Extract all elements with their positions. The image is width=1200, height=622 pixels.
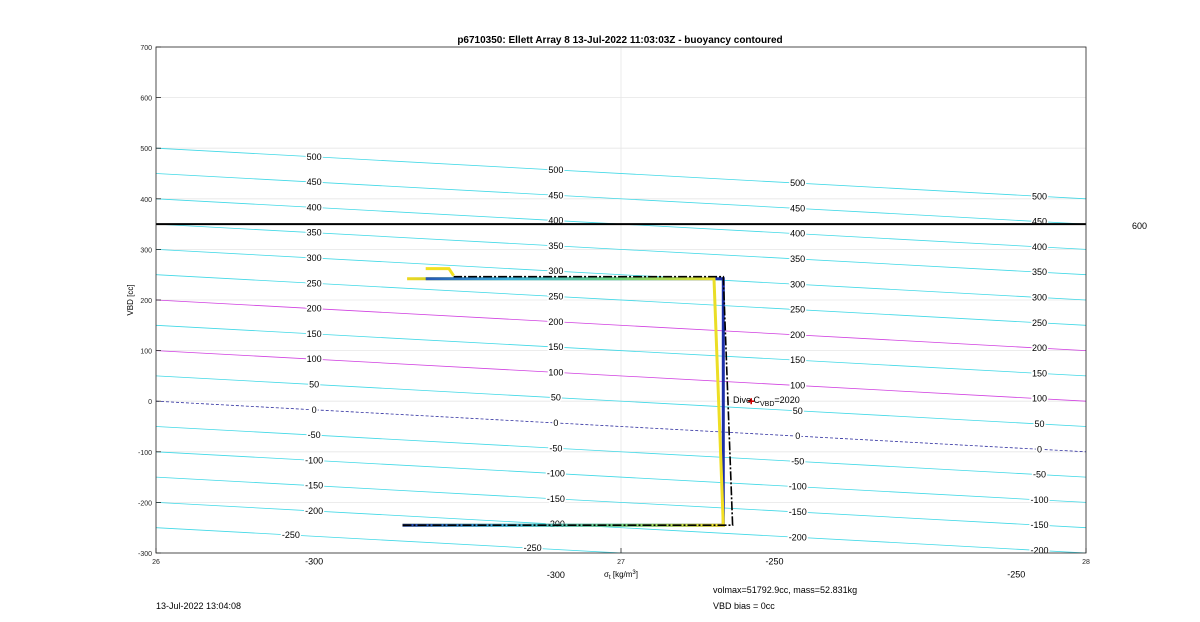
- contour-label: 0: [311, 404, 317, 415]
- y-tick-label: -200: [137, 500, 152, 508]
- contour-label: 100: [548, 367, 564, 378]
- y-tick-label: -100: [137, 449, 152, 457]
- contour-label: -200: [546, 519, 565, 530]
- contour-label: 150: [790, 355, 806, 366]
- y-tick-label: 500: [140, 146, 152, 154]
- contour-label: -200: [788, 532, 807, 543]
- contour-label: 200: [306, 303, 322, 314]
- contour-label: -200: [305, 506, 324, 517]
- x-tick-label: 27: [617, 559, 625, 566]
- contour-label: -250: [765, 556, 784, 567]
- contour-label: 200: [790, 329, 806, 340]
- contour-label: -50: [1032, 469, 1047, 480]
- contour-label: 250: [790, 304, 806, 315]
- profile-tail: [426, 269, 454, 276]
- plot-timestamp: 13-Jul-2022 13:04:08: [156, 601, 242, 611]
- chart-title: p6710350: Ellett Array 8 13-Jul-2022 11:03:03Z - buoyancy contoured: [457, 35, 783, 46]
- contour-label: -250: [1007, 569, 1026, 580]
- x-tick-label: 26: [152, 559, 160, 566]
- y-tick-label: 300: [140, 247, 152, 255]
- contour-label: 450: [1031, 216, 1048, 227]
- contour-label: 250: [548, 291, 564, 302]
- contour-label: 50: [550, 392, 561, 403]
- contour-label: 400: [1031, 241, 1048, 252]
- contour-label: 350: [790, 254, 806, 265]
- x-tick-label: 28: [1082, 559, 1090, 566]
- y-tick-label: 700: [140, 45, 152, 52]
- contour-label: -100: [1030, 494, 1049, 505]
- vbd-bias-note: VBD bias = 0cc: [713, 601, 775, 611]
- contour-label: -300: [305, 556, 324, 567]
- contour-label: -50: [791, 456, 805, 467]
- contour-label: 300: [790, 279, 806, 290]
- contour-label: 400: [790, 228, 806, 239]
- contour-label: 500: [306, 151, 322, 162]
- x-axis-label-sigma: σ: [604, 570, 609, 579]
- contour-label: -250: [281, 530, 300, 541]
- y-tick-label: 100: [140, 348, 152, 356]
- contour-label: 250: [1031, 317, 1048, 328]
- dive-cvbd-label-sub: VBD: [760, 401, 775, 408]
- contour-label: 350: [306, 227, 322, 238]
- contour-label: 150: [548, 342, 564, 353]
- contour-label: 150: [306, 328, 322, 339]
- contour-label: 0: [795, 431, 801, 442]
- contour-label: 450: [548, 190, 564, 201]
- contour-label: -50: [307, 430, 321, 441]
- contour-label: 100: [306, 354, 322, 365]
- contour-label: 500: [790, 178, 806, 189]
- contour-label: 300: [1031, 292, 1048, 303]
- contour-label: -200: [1030, 545, 1049, 556]
- contour-label: 200: [548, 316, 564, 327]
- x-axis-label-sub: t: [608, 575, 611, 581]
- contour-label: -150: [305, 480, 324, 491]
- contour-label: 150: [1031, 368, 1048, 379]
- x-axis-label-unit: [kg/m: [610, 570, 633, 579]
- dive-cvbd-label-main: Dive C: [733, 395, 761, 405]
- y-tick-label: -300: [137, 551, 152, 558]
- contour-label: -100: [546, 468, 565, 479]
- contour-label: 0: [1036, 444, 1043, 455]
- contour-label: 500: [548, 164, 564, 175]
- contour-label: -150: [546, 493, 565, 504]
- contour-label: 450: [306, 177, 322, 188]
- contour-label: 400: [548, 215, 564, 226]
- contour-label: -150: [788, 507, 807, 518]
- contour-label: 350: [1031, 267, 1048, 278]
- contour-label: 300: [548, 266, 564, 277]
- x-axis-label-close: ]: [635, 570, 638, 579]
- x-axis-label-sup: 3: [632, 570, 636, 576]
- y-tick-label: 0: [148, 399, 152, 407]
- contour-label: -300: [546, 569, 565, 580]
- contour-label: -100: [305, 455, 324, 466]
- contour-label: -150: [1030, 520, 1049, 531]
- contour-label: 500: [1031, 191, 1048, 202]
- y-tick-label: 200: [140, 298, 152, 305]
- contour-label: 50: [309, 379, 320, 390]
- volmax-mass-note: volmax=51792.9cc, mass=52.831kg: [713, 585, 858, 595]
- contour-label: 50: [792, 405, 803, 416]
- contour-label: 400: [306, 202, 322, 213]
- contour-label: 250: [306, 278, 322, 289]
- contour-label: 300: [306, 253, 322, 264]
- x-axis-label: [604, 570, 638, 581]
- dive-cvbd-label: [733, 395, 800, 408]
- contour-label: 450: [790, 203, 806, 214]
- dive-cvbd-label-value: =2020: [774, 395, 800, 405]
- contour-label: -100: [788, 481, 807, 492]
- y-tick-label: 400: [140, 196, 152, 204]
- contour-label: 200: [1031, 343, 1048, 354]
- axes: [138, 45, 1090, 566]
- hline-label: 600: [1132, 221, 1148, 231]
- contour-label: 0: [553, 417, 559, 428]
- y-tick-label: 600: [140, 95, 152, 103]
- y-axis-label: VBD [cc]: [126, 284, 135, 316]
- contour-label: 350: [548, 240, 564, 251]
- contour-label: 100: [1031, 393, 1048, 404]
- contour-label: 100: [790, 380, 806, 391]
- contour-label: 50: [1034, 418, 1045, 429]
- contour-label: -50: [549, 443, 563, 454]
- contour-label: -250: [523, 543, 542, 554]
